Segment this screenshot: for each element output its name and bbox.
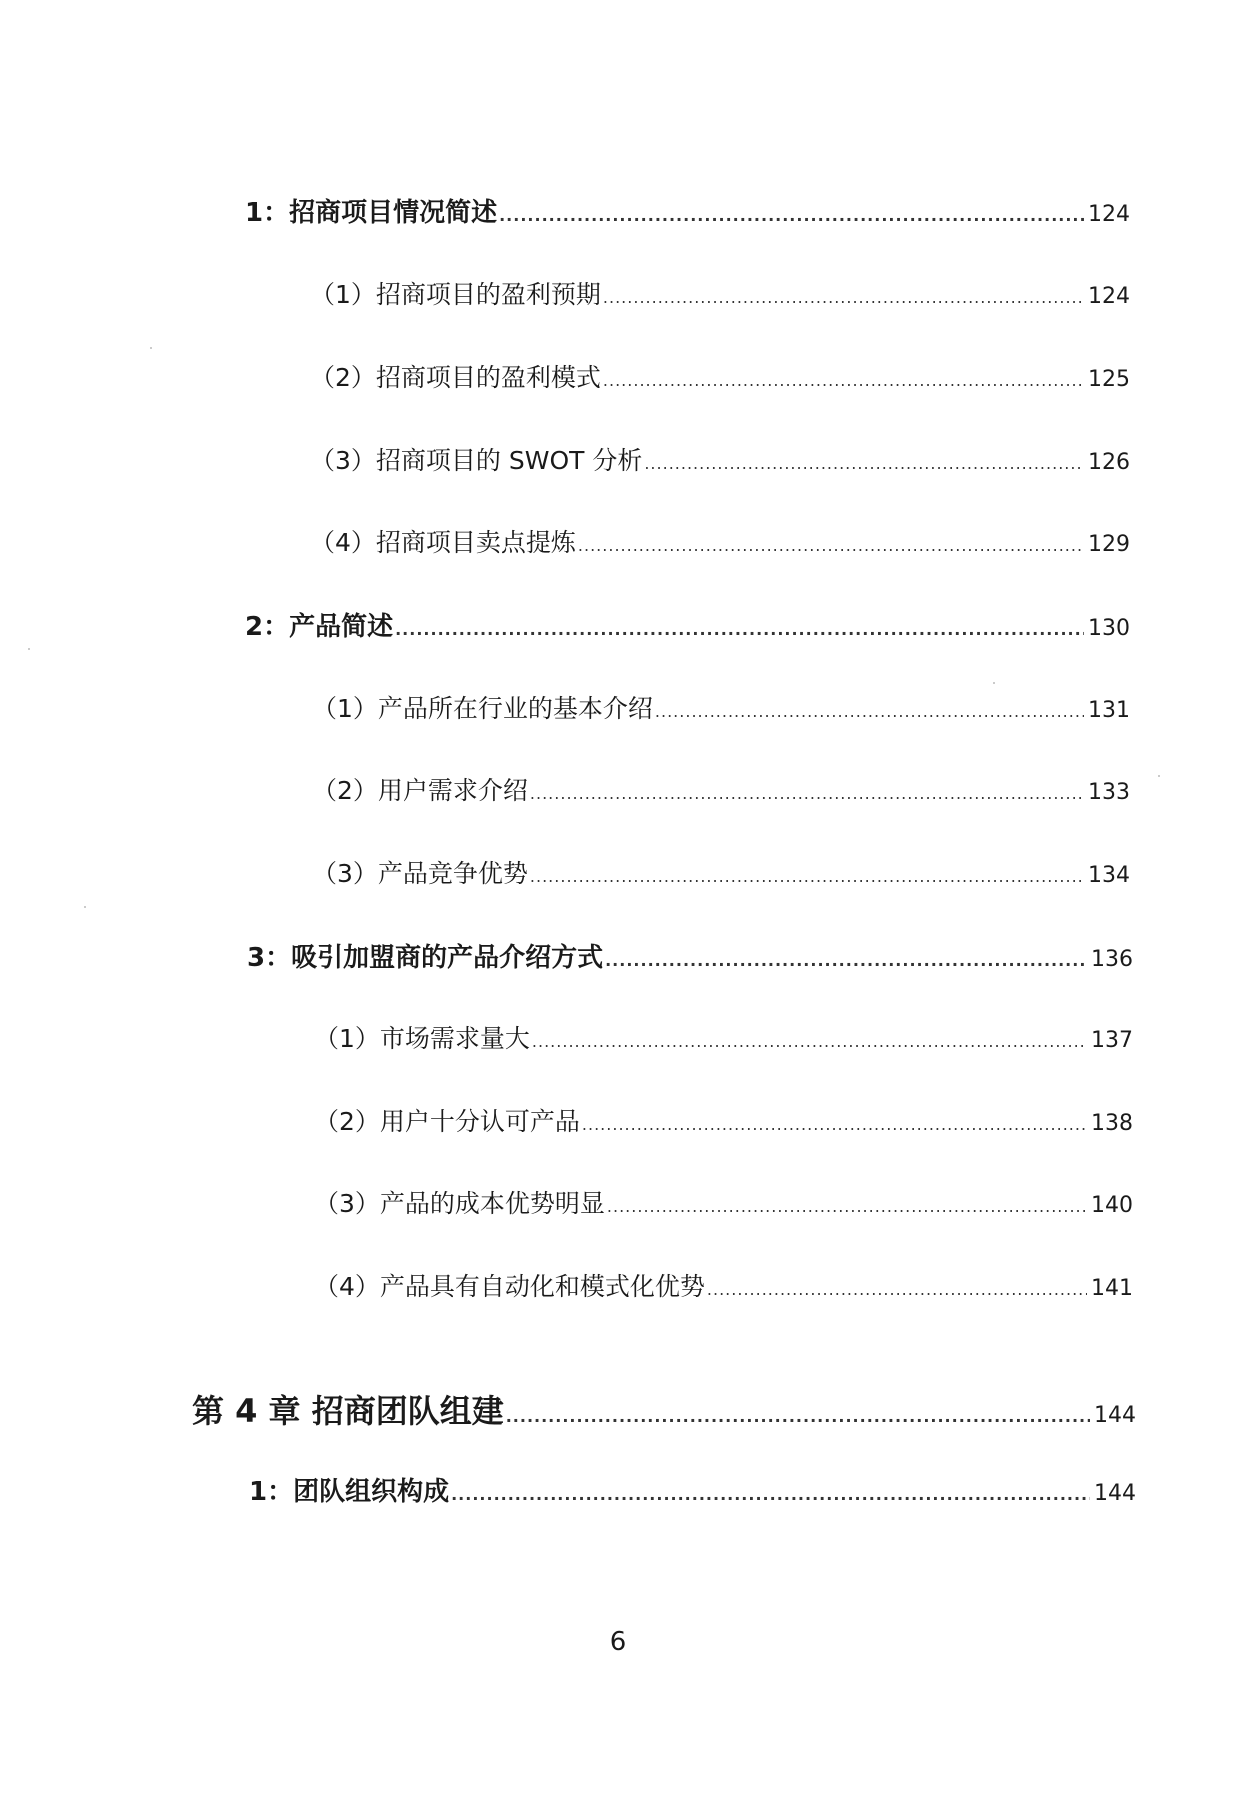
toc-entry-page: 144 <box>1094 1403 1136 1428</box>
toc-entry[interactable] <box>314 1184 1133 1220</box>
dot-leader <box>578 536 1084 555</box>
toc-entry-label: （4）招商项目卖点提炼 <box>310 528 576 557</box>
toc-entry-page: 141 <box>1091 1276 1133 1301</box>
dot-leader <box>707 1280 1087 1299</box>
toc-entry[interactable] <box>247 937 1133 974</box>
toc-entry-page: 130 <box>1088 616 1130 641</box>
toc-entry-label: （1）招商项目的盈利预期 <box>310 280 601 309</box>
toc-entry-page: 124 <box>1088 284 1130 309</box>
toc-entry-label: （3）招商项目的 SWOT 分析 <box>310 446 643 475</box>
toc-entry-label: （2）用户需求介绍 <box>312 776 528 805</box>
toc-entry-page: 136 <box>1091 947 1133 972</box>
toc-entry-label: 2：产品简述 <box>245 612 394 642</box>
page-number: 6 <box>609 1627 627 1657</box>
toc-entry[interactable] <box>312 771 1130 807</box>
dot-leader <box>607 1197 1087 1216</box>
toc-entry[interactable] <box>310 441 1130 477</box>
dot-leader <box>655 702 1084 721</box>
toc-entry-label: （2）招商项目的盈利模式 <box>310 363 601 392</box>
toc-entry-page: 137 <box>1091 1028 1133 1053</box>
toc-entry-label: 第 4 章 招商团队组建 <box>192 1392 504 1430</box>
toc-entry[interactable] <box>310 275 1130 311</box>
toc-entry-page: 134 <box>1088 863 1130 888</box>
dot-leader <box>451 1485 1090 1504</box>
dot-leader <box>530 784 1084 803</box>
dot-leader <box>395 620 1084 639</box>
toc-entry-page: 126 <box>1088 450 1130 475</box>
scan-speck <box>1158 775 1160 777</box>
toc-chapter-entry[interactable] <box>192 1386 1136 1432</box>
toc-entry-page: 133 <box>1088 780 1130 805</box>
toc-entry-label: 1：招商项目情况简述 <box>245 198 498 228</box>
toc-entry[interactable] <box>314 1102 1133 1138</box>
toc-entry[interactable] <box>249 1471 1136 1508</box>
scan-speck <box>84 906 86 908</box>
toc-entry-label: （3）产品的成本优势明显 <box>314 1189 605 1218</box>
toc-entry-page: 138 <box>1091 1111 1133 1136</box>
toc-entry-label: （1）市场需求量大 <box>314 1024 530 1053</box>
toc-entry[interactable] <box>314 1267 1133 1303</box>
toc-entry-label: 3：吸引加盟商的产品介绍方式 <box>247 943 604 973</box>
dot-leader <box>506 1407 1090 1426</box>
dot-leader <box>603 371 1084 390</box>
toc-entry-label: （1）产品所在行业的基本介绍 <box>312 694 653 723</box>
toc-entry-page: 124 <box>1088 202 1130 227</box>
dot-leader <box>532 1032 1087 1051</box>
toc-entry[interactable] <box>310 523 1130 559</box>
toc-entry-page: 131 <box>1088 698 1130 723</box>
dot-leader <box>499 206 1084 225</box>
dot-leader <box>605 951 1087 970</box>
toc-entry[interactable] <box>312 854 1130 890</box>
dot-leader <box>530 867 1084 886</box>
toc-entry[interactable] <box>310 358 1130 394</box>
toc-entry-label: 1：团队组织构成 <box>249 1477 450 1507</box>
toc-entry-label: （4）产品具有自动化和模式化优势 <box>314 1272 705 1301</box>
scan-speck <box>150 347 152 349</box>
dot-leader <box>644 454 1084 473</box>
dot-leader <box>582 1115 1087 1134</box>
dot-leader <box>603 288 1084 307</box>
toc-entry[interactable] <box>314 1019 1133 1055</box>
scan-speck <box>993 682 995 684</box>
toc-entry-label: （2）用户十分认可产品 <box>314 1107 580 1136</box>
toc-entry-label: （3）产品竞争优势 <box>312 859 528 888</box>
toc-entry[interactable] <box>245 606 1130 643</box>
toc-entry-page: 125 <box>1088 367 1130 392</box>
scan-speck <box>28 648 30 650</box>
toc-entry-page: 144 <box>1094 1481 1136 1506</box>
toc-entry[interactable] <box>245 192 1130 229</box>
toc-entry[interactable] <box>312 689 1130 725</box>
toc-entry-page: 129 <box>1088 532 1130 557</box>
toc-entry-page: 140 <box>1091 1193 1133 1218</box>
